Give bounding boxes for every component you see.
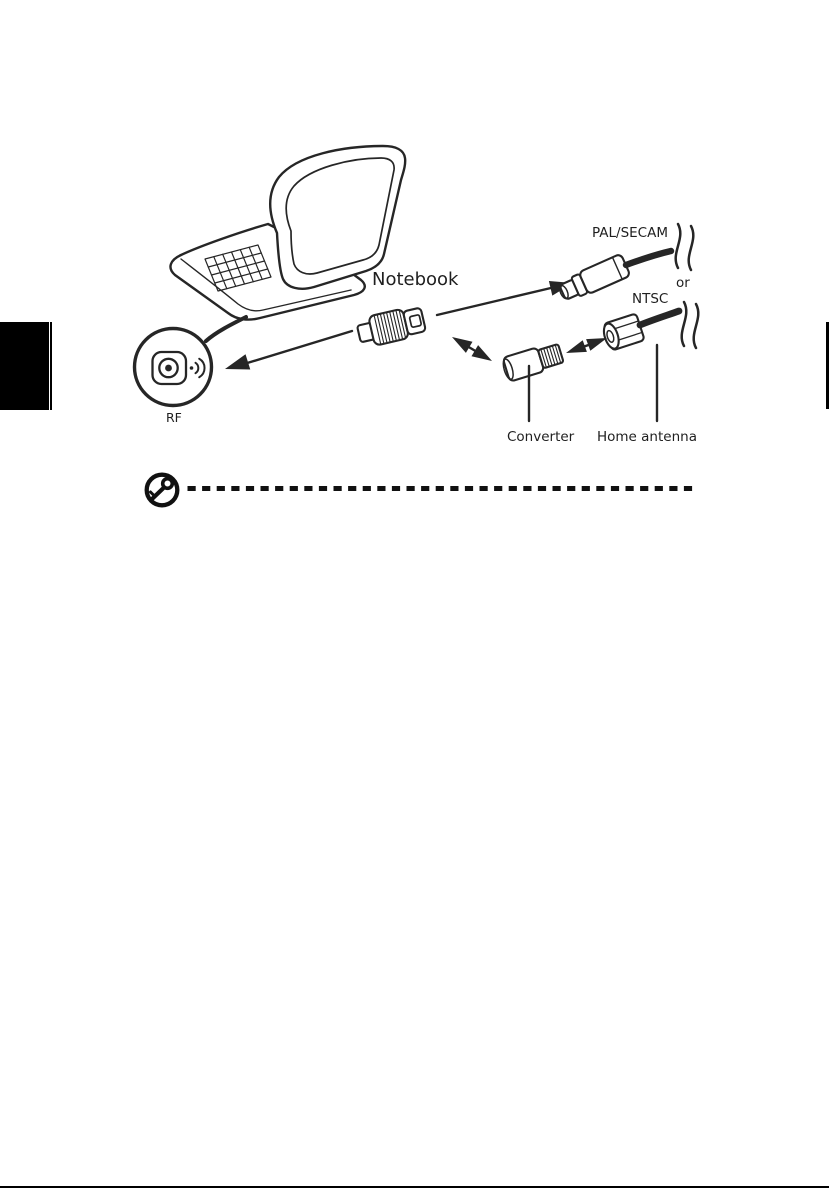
converter-adapter bbox=[501, 341, 565, 382]
rf-callout bbox=[135, 317, 247, 406]
label-notebook: Notebook bbox=[372, 269, 459, 290]
double-arrow-antenna bbox=[566, 338, 607, 353]
label-converter: Converter bbox=[507, 429, 575, 445]
arrow-to-rf-port bbox=[225, 331, 352, 370]
label-home-antenna: Home antenna bbox=[597, 429, 697, 445]
label-ntsc: NTSC bbox=[632, 291, 669, 307]
double-arrow-converter bbox=[452, 337, 492, 361]
rf-cable-connector bbox=[356, 305, 427, 349]
rf-coax-port-icon bbox=[153, 352, 187, 384]
label-pal-secam: PAL/SECAM bbox=[592, 225, 668, 241]
cable-break-marks-ntsc bbox=[682, 302, 699, 348]
key-icon bbox=[147, 475, 178, 506]
cable-break-marks-pal bbox=[676, 224, 694, 270]
laptop-illustration bbox=[170, 146, 405, 320]
label-rf: RF bbox=[166, 410, 182, 425]
ntsc-connector bbox=[601, 302, 699, 351]
label-or: or bbox=[676, 275, 690, 291]
